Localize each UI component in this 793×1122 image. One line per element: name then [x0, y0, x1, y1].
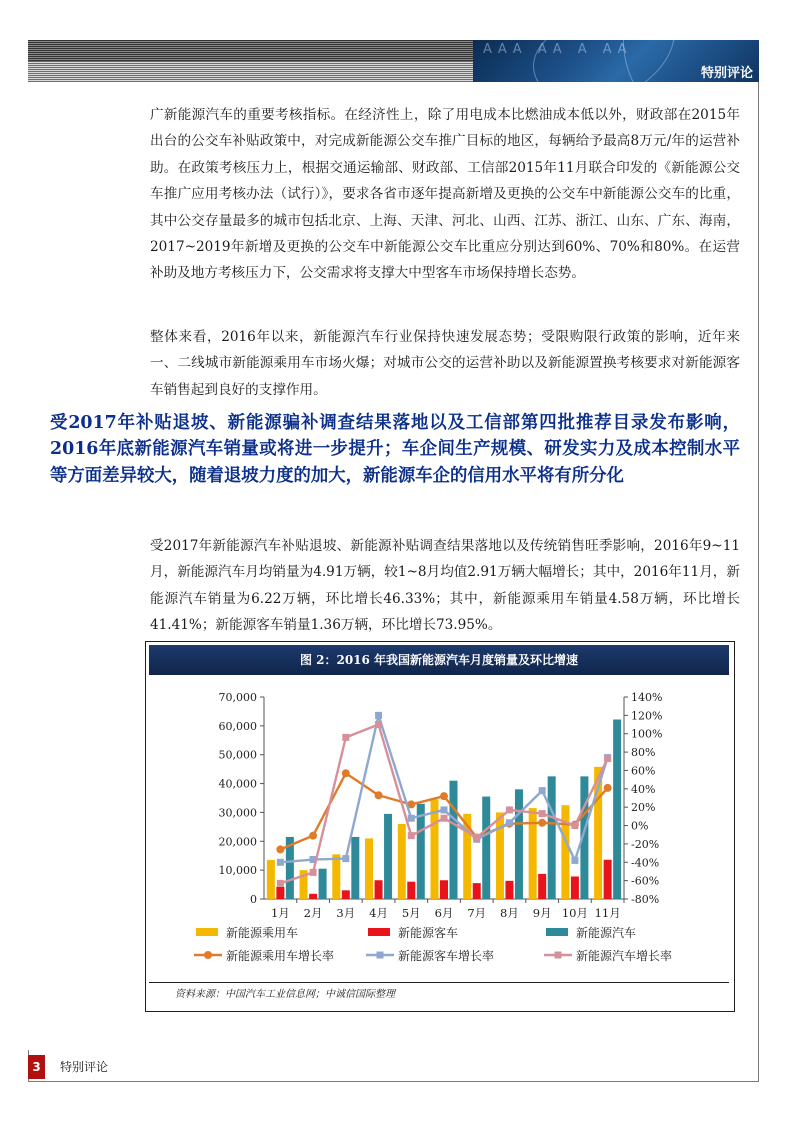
- left-tick-label: 60,000: [218, 719, 257, 733]
- point-新能源乘用车增长率: [538, 819, 546, 827]
- legend-label-新能源客车: 新能源客车: [398, 926, 459, 940]
- left-tick-label: 50,000: [218, 748, 257, 762]
- legend-swatch-新能源汽车: [546, 928, 568, 936]
- bar-新能源客车: [604, 860, 612, 899]
- bold-heading: 受2017年补贴退坡、新能源骗补调查结果落地以及工信部第四批推荐目录发布影响，2016年底新能源汽车销量或将进一步提升；车企间生产规模、研发实力及成本控制水平等方面差异较大，随着退坡力度的加大，新能源车企的信用水平将有所分化: [50, 413, 740, 486]
- point-新能源客车增长率: [539, 787, 546, 794]
- figure-box: [145, 641, 735, 1012]
- page-number: 3: [28, 1055, 45, 1079]
- left-tick-label: 10,000: [218, 864, 257, 878]
- point-新能源客车增长率: [375, 712, 382, 719]
- point-新能源汽车增长率: [539, 810, 546, 817]
- point-新能源乘用车增长率: [342, 769, 350, 777]
- left-tick-label: 70,000: [218, 691, 257, 704]
- section-tag: 特别评论: [700, 66, 753, 81]
- bar-新能源客车: [375, 880, 383, 899]
- x-tick-label: 5月: [401, 906, 421, 920]
- bar-新能源客车: [505, 881, 513, 899]
- bar-新能源客车: [571, 876, 579, 899]
- right-tick-label: -40%: [631, 856, 660, 870]
- left-tick-label: 30,000: [218, 806, 257, 820]
- right-tick-label: 140%: [631, 691, 663, 704]
- bar-新能源汽车: [515, 789, 523, 899]
- point-新能源汽车增长率: [571, 822, 578, 829]
- bar-新能源乘用车: [561, 805, 569, 899]
- legend-label-新能源乘用车: 新能源乘用车: [226, 926, 299, 940]
- paragraph-2: 整体来看，2016年以来，新能源汽车行业保持快速发展态势；受限购限行政策的影响，近年来一、二线城市新能源乘用车市场火爆；对城市公交的运营补助以及新能源置换考核要求对新能源客车销售起到良好的支撑作用。: [150, 329, 740, 398]
- bar-新能源客车: [538, 874, 546, 899]
- footer-rule: [28, 1081, 759, 1082]
- point-新能源汽车增长率: [604, 755, 611, 762]
- right-tick-label: 20%: [631, 801, 656, 815]
- left-tick-label: 40,000: [218, 777, 257, 791]
- point-新能源客车增长率: [408, 815, 415, 822]
- x-tick-label: 11月: [594, 906, 621, 920]
- x-tick-label: 10月: [561, 906, 588, 920]
- x-tick-label: 8月: [500, 906, 519, 920]
- legend-label-新能源汽车增长率: 新能源汽车增长率: [576, 949, 673, 963]
- right-margin-rule: [758, 82, 759, 1082]
- bar-新能源乘用车: [332, 854, 340, 899]
- bar-新能源乘用车: [529, 808, 537, 899]
- point-新能源客车增长率: [571, 857, 578, 864]
- right-tick-label: -60%: [631, 874, 660, 888]
- right-tick-label: 0%: [631, 819, 649, 833]
- bar-新能源汽车: [548, 776, 556, 899]
- point-新能源乘用车增长率: [375, 791, 383, 799]
- bar-新能源客车: [407, 882, 415, 899]
- figure-source: 资料来源：中国汽车工业信息网；中诚信国际整理: [149, 982, 729, 1007]
- bar-新能源汽车: [417, 804, 425, 899]
- bar-新能源客车: [342, 890, 350, 899]
- bar-新能源汽车: [613, 720, 621, 899]
- point-新能源客车增长率: [506, 819, 513, 826]
- legend-swatch-新能源客车: [368, 928, 390, 936]
- legend-label-新能源乘用车增长率: 新能源乘用车增长率: [226, 949, 335, 963]
- point-新能源汽车增长率: [277, 880, 284, 887]
- right-tick-label: 60%: [631, 764, 656, 778]
- sales-chart: [146, 678, 732, 983]
- x-tick-label: 7月: [467, 906, 487, 920]
- point-新能源乘用车增长率: [440, 792, 448, 800]
- bar-新能源客车: [440, 880, 448, 899]
- x-tick-label: 3月: [336, 906, 356, 920]
- x-tick-label: 9月: [532, 906, 552, 920]
- bar-新能源客车: [473, 883, 481, 899]
- paragraph-3: 受2017年新能源汽车补贴退坡、新能源补贴调查结果落地以及传统销售旺季影响，2016年9~11月，新能源汽车月均销量为4.91万辆，较1~8月均值2.91万辆大幅增长；其中，2016年11月，新能源汽车销量为6.22万辆，环比增长46.33%；其中，新能源乘用车销量4.58万辆，环比增长41.41%；新能源客车销量1.36万辆，环比增长73.95%。: [150, 538, 740, 634]
- point-新能源汽车增长率: [408, 832, 415, 839]
- right-tick-label: -80%: [631, 893, 660, 906]
- left-tick-label: 0: [250, 893, 257, 906]
- x-tick-label: 4月: [369, 906, 388, 920]
- legend-label-新能源客车增长率: 新能源客车增长率: [398, 949, 495, 963]
- bar-新能源客车: [309, 894, 317, 899]
- point-新能源乘用车增长率: [309, 832, 317, 840]
- x-tick-label: 1月: [270, 906, 290, 920]
- point-新能源汽车增长率: [473, 834, 480, 841]
- bar-新能源乘用车: [431, 799, 439, 899]
- point-新能源客车增长率: [441, 806, 448, 813]
- left-tick-label: 20,000: [218, 835, 257, 849]
- point-新能源客车增长率: [342, 855, 349, 862]
- x-tick-label: 6月: [434, 906, 454, 920]
- point-新能源乘用车增长率: [276, 845, 284, 853]
- point-新能源乘用车增长率: [604, 784, 612, 792]
- bar-新能源客车: [276, 887, 284, 899]
- banner-decor-glyphs: ΑΑΑ ΑΑ Α ΑΑ: [483, 42, 633, 57]
- point-新能源汽车增长率: [310, 869, 317, 876]
- bar-新能源汽车: [384, 814, 392, 899]
- legend-label-新能源汽车: 新能源汽车: [576, 926, 637, 940]
- legend-marker-新能源乘用车增长率: [204, 951, 212, 959]
- bar-新能源乘用车: [398, 824, 406, 899]
- legend-swatch-新能源乘用车: [196, 928, 218, 936]
- right-tick-label: -20%: [631, 837, 660, 851]
- right-tick-label: 120%: [631, 709, 663, 723]
- point-新能源汽车增长率: [375, 721, 382, 728]
- bar-新能源乘用车: [365, 838, 373, 899]
- bar-新能源汽车: [319, 869, 327, 899]
- right-tick-label: 80%: [631, 746, 656, 760]
- footer-label: 特别评论: [60, 1060, 109, 1074]
- point-新能源汽车增长率: [506, 806, 513, 813]
- right-tick-label: 40%: [631, 782, 656, 796]
- point-新能源汽车增长率: [342, 734, 349, 741]
- header-stripe-dark: [28, 40, 473, 61]
- line-新能源客车增长率: [280, 715, 607, 862]
- x-tick-label: 2月: [303, 906, 323, 920]
- legend-marker-新能源汽车增长率: [555, 952, 562, 959]
- point-新能源汽车增长率: [441, 815, 448, 822]
- legend-marker-新能源客车增长率: [377, 952, 384, 959]
- bar-新能源汽车: [351, 837, 359, 899]
- point-新能源客车增长率: [277, 859, 284, 866]
- right-tick-label: 100%: [631, 727, 663, 741]
- bar-新能源汽车: [482, 797, 490, 899]
- bar-新能源乘用车: [267, 860, 275, 899]
- header-stripes: [28, 61, 473, 82]
- figure-title: 图 2：2016 年我国新能源汽车月度销量及环比增速: [149, 645, 729, 675]
- paragraph-1: 广新能源汽车的重要考核指标。在经济性上，除了用电成本比燃油成本低以外，财政部在2015年出台的公交车补贴政策中，对完成新能源公交车推广目标的地区，每辆给予最高8万元/年的运营补助。在政策考核压力上，根据交通运输部、财政部、工信部2015年11月联合印发的《新能源公交车推广应用考核办法（试行）》，要求各省市逐年提高新增及更换的公交车中新能源公交车的比重，其中公交存量最多的城市包括北京、上海、天津、河北、山西、江苏、浙江、山东、广东、海南，2017~2019年新增及更换的公交车中新能源公交车比重应分别达到60%、70%和80%。在运营补助及地方考核压力下，公交需求将支撑大中型客车市场保持增长态势。: [150, 107, 740, 282]
- bar-新能源汽车: [450, 781, 458, 899]
